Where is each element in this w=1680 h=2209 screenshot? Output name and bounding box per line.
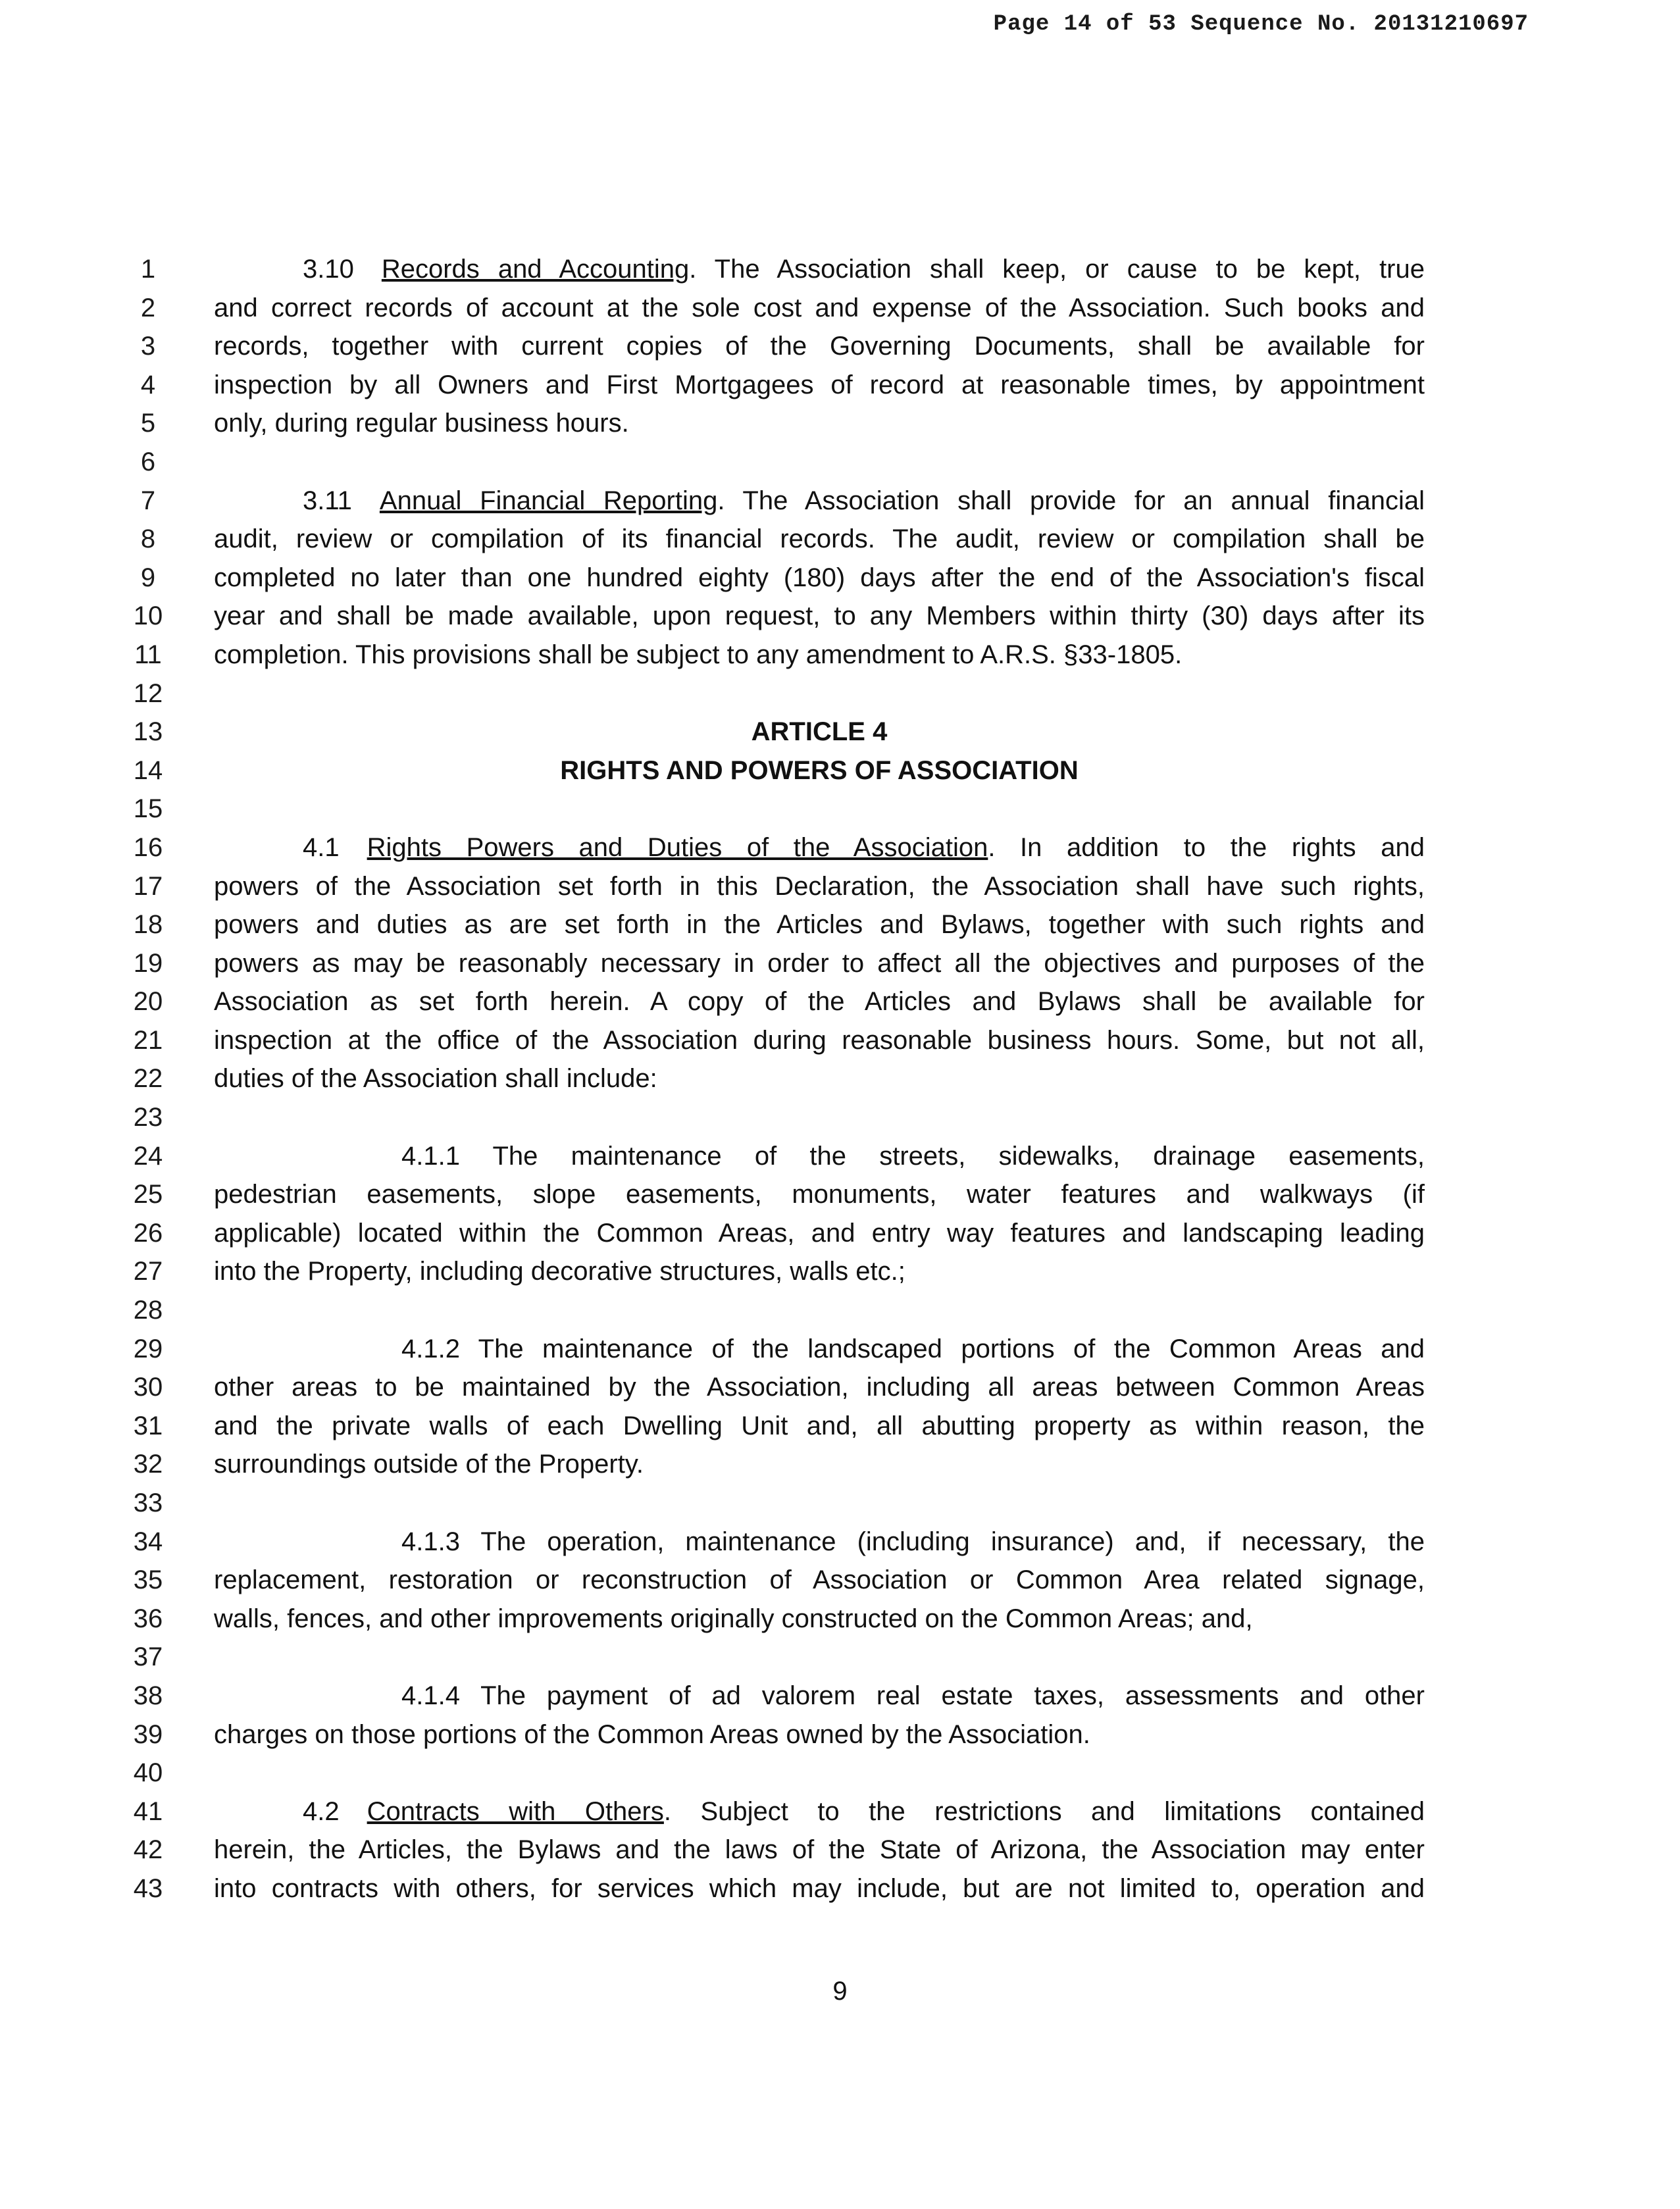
line-number: 43 — [133, 1873, 163, 1903]
line-text: records, together with current copies of the Governing Documents, shall be available for — [214, 332, 1425, 361]
line-number: 29 — [133, 1334, 163, 1363]
line-number: 38 — [133, 1681, 163, 1710]
line-number: 11 — [134, 640, 162, 669]
line-number: 10 — [133, 601, 163, 631]
line-number: 36 — [133, 1604, 163, 1633]
line-text: herein, the Articles, the Bylaws and the laws of the State of Arizona, the Association may enter — [214, 1835, 1425, 1865]
document-line — [0, 1638, 1680, 1677]
page-header: Page 14 of 53 Sequence No. 20131210697 — [993, 12, 1529, 37]
document-line — [0, 1754, 1680, 1792]
line-text: 4.1.1 The maintenance of the streets, sidewalks, drainage easements, — [401, 1141, 1425, 1171]
document-line — [0, 1831, 1680, 1869]
section-text: . The Association shall provide for an annual financial — [717, 486, 1425, 515]
line-text: audit, review or compilation of its financial records. The audit, review or compilation shall be — [214, 524, 1425, 554]
document-line — [0, 1792, 1680, 1831]
line-number: 20 — [133, 987, 163, 1017]
line-text: completed no later than one hundred eighty (180) days after the end of the Association's fiscal — [214, 563, 1425, 592]
section-number: 4.2 — [303, 1796, 340, 1826]
article-number: ARTICLE 4 — [751, 717, 888, 747]
line-number: 3 — [140, 332, 156, 361]
line-number: 32 — [133, 1450, 163, 1479]
line-text: powers as may be reasonably necessary in order to affect all the objectives and purposes of the — [214, 948, 1425, 978]
line-text: duties of the Association shall include: — [214, 1064, 657, 1094]
line-text: 4.1.4 The payment of ad valorem real estate taxes, assessments and other — [401, 1681, 1425, 1710]
document-line — [0, 944, 1680, 983]
line-text: powers and duties as are set forth in the Articles and Bylaws, together with such rights and — [214, 910, 1425, 940]
document-line — [0, 327, 1680, 366]
line-number: 22 — [133, 1064, 163, 1094]
document-line — [0, 674, 1680, 713]
document-line — [0, 559, 1680, 597]
section-text: . The Association shall keep, or cause to be kept, true — [689, 255, 1425, 284]
section-title: Records and Accounting — [381, 255, 690, 284]
document-line — [0, 1214, 1680, 1253]
line-number: 4 — [140, 370, 156, 399]
line-text: replacement, restoration or reconstruction of Association or Common Area related signage, — [214, 1565, 1425, 1595]
line-number: 37 — [133, 1642, 163, 1672]
line-text — [303, 482, 1425, 521]
document-line — [0, 1561, 1680, 1600]
line-number: 23 — [133, 1103, 163, 1132]
line-number: 41 — [133, 1796, 163, 1826]
document-line — [0, 636, 1680, 674]
document-line — [0, 905, 1680, 944]
section-number: 4.1 — [303, 832, 340, 862]
document-line — [0, 867, 1680, 906]
line-number: 7 — [140, 486, 156, 515]
section-number: 3.10 — [303, 255, 354, 284]
document-line — [0, 982, 1680, 1021]
line-text: 4.1.3 The operation, maintenance (including insurance) and, if necessary, the — [401, 1527, 1425, 1556]
document-line — [0, 1523, 1680, 1562]
page-number: 9 — [832, 1977, 848, 2006]
line-number: 34 — [133, 1527, 163, 1556]
document-line — [0, 1407, 1680, 1446]
line-text: into contracts with others, for services which may include, but are not limited to, operation and — [214, 1873, 1425, 1903]
line-number: 2 — [140, 293, 156, 322]
line-number: 21 — [133, 1025, 163, 1055]
line-text: 4.1.2 The maintenance of the landscaped portions of the Common Areas and — [401, 1334, 1425, 1363]
line-number: 27 — [133, 1257, 163, 1286]
line-number: 14 — [133, 755, 163, 785]
line-text: charges on those portions of the Common Areas owned by the Association. — [214, 1719, 1090, 1749]
line-number: 6 — [140, 447, 156, 476]
document-line — [0, 1021, 1680, 1060]
line-number: 39 — [133, 1719, 163, 1749]
document-line — [0, 404, 1680, 443]
document-line — [0, 1291, 1680, 1330]
line-text: and correct records of account at the sole cost and expense of the Association. Such books and — [214, 293, 1425, 322]
section-title: Rights Powers and Duties of the Association — [367, 832, 988, 862]
line-number: 5 — [140, 409, 156, 438]
line-number: 31 — [133, 1411, 163, 1440]
line-number: 18 — [133, 910, 163, 940]
document-line — [0, 1330, 1680, 1369]
line-text: powers of the Association set forth in this Declaration, the Association shall have such rights, — [214, 871, 1425, 901]
line-number: 17 — [133, 871, 163, 901]
document-line — [0, 1137, 1680, 1176]
document-line — [0, 751, 1680, 790]
document-line — [0, 713, 1680, 751]
line-text — [303, 250, 1425, 289]
document-line — [0, 790, 1680, 828]
document-line — [0, 1715, 1680, 1754]
line-number: 9 — [140, 563, 156, 592]
document-line — [0, 1677, 1680, 1715]
document-line — [0, 520, 1680, 559]
line-number: 25 — [133, 1180, 163, 1209]
line-text: only, during regular business hours. — [214, 409, 629, 438]
line-text — [303, 828, 1425, 867]
document-line — [0, 1445, 1680, 1484]
line-number: 24 — [133, 1141, 163, 1171]
section-text: . Subject to the restrictions and limitations contained — [663, 1796, 1425, 1826]
document-line — [0, 597, 1680, 636]
line-number: 12 — [133, 678, 163, 708]
document-line — [0, 1175, 1680, 1214]
line-text: applicable) located within the Common Areas, and entry way features and landscaping leading — [214, 1218, 1425, 1248]
line-text — [303, 1792, 1425, 1831]
line-text: into the Property, including decorative structures, walls etc.; — [214, 1257, 905, 1286]
line-text: pedestrian easements, slope easements, monuments, water features and walkways (if — [214, 1180, 1425, 1209]
line-number: 19 — [133, 948, 163, 978]
line-number: 33 — [133, 1488, 163, 1517]
document-line — [0, 1098, 1680, 1137]
line-number: 30 — [133, 1373, 163, 1402]
line-number: 42 — [133, 1835, 163, 1865]
document-line — [0, 1368, 1680, 1407]
document-line — [0, 1252, 1680, 1291]
line-text: and the private walls of each Dwelling Unit and, all abutting property as within reason, the — [214, 1411, 1425, 1440]
document-line — [0, 1869, 1680, 1908]
document-line — [0, 1600, 1680, 1638]
document-line — [0, 289, 1680, 328]
line-number: 1 — [140, 255, 156, 284]
line-number: 28 — [133, 1296, 163, 1325]
document-line — [0, 1059, 1680, 1098]
section-number: 3.11 — [303, 486, 352, 515]
line-number: 40 — [133, 1758, 163, 1788]
line-number: 8 — [140, 524, 156, 554]
section-title: Annual Financial Reporting — [379, 486, 718, 515]
line-number: 16 — [133, 832, 163, 862]
line-text: surroundings outside of the Property. — [214, 1450, 644, 1479]
line-number: 15 — [133, 794, 163, 824]
document-body — [0, 250, 1680, 1908]
line-text: completion. This provisions shall be subject to any amendment to A.R.S. §33-1805. — [214, 640, 1183, 669]
line-text: inspection at the office of the Association during reasonable business hours. Some, but not all, — [214, 1025, 1425, 1055]
document-line — [0, 366, 1680, 405]
document-line — [0, 482, 1680, 521]
document-line — [0, 250, 1680, 289]
line-text: other areas to be maintained by the Association, including all areas between Common Areas — [214, 1373, 1425, 1402]
line-text: year and shall be made available, upon request, to any Members within thirty (30) days after its — [214, 601, 1425, 631]
line-text: inspection by all Owners and First Mortgagees of record at reasonable times, by appointment — [214, 370, 1425, 399]
line-number: 26 — [133, 1218, 163, 1248]
line-number: 13 — [133, 717, 163, 747]
line-text: Association as set forth herein. A copy of the Articles and Bylaws shall be available for — [214, 987, 1425, 1017]
document-line — [0, 443, 1680, 482]
document-line — [0, 828, 1680, 867]
line-text: walls, fences, and other improvements originally constructed on the Common Areas; and, — [214, 1604, 1253, 1633]
article-title: RIGHTS AND POWERS OF ASSOCIATION — [560, 755, 1079, 785]
section-title: Contracts with Others — [367, 1796, 664, 1826]
section-text: . In addition to the rights and — [988, 832, 1425, 862]
line-number: 35 — [133, 1565, 163, 1595]
document-line — [0, 1484, 1680, 1523]
